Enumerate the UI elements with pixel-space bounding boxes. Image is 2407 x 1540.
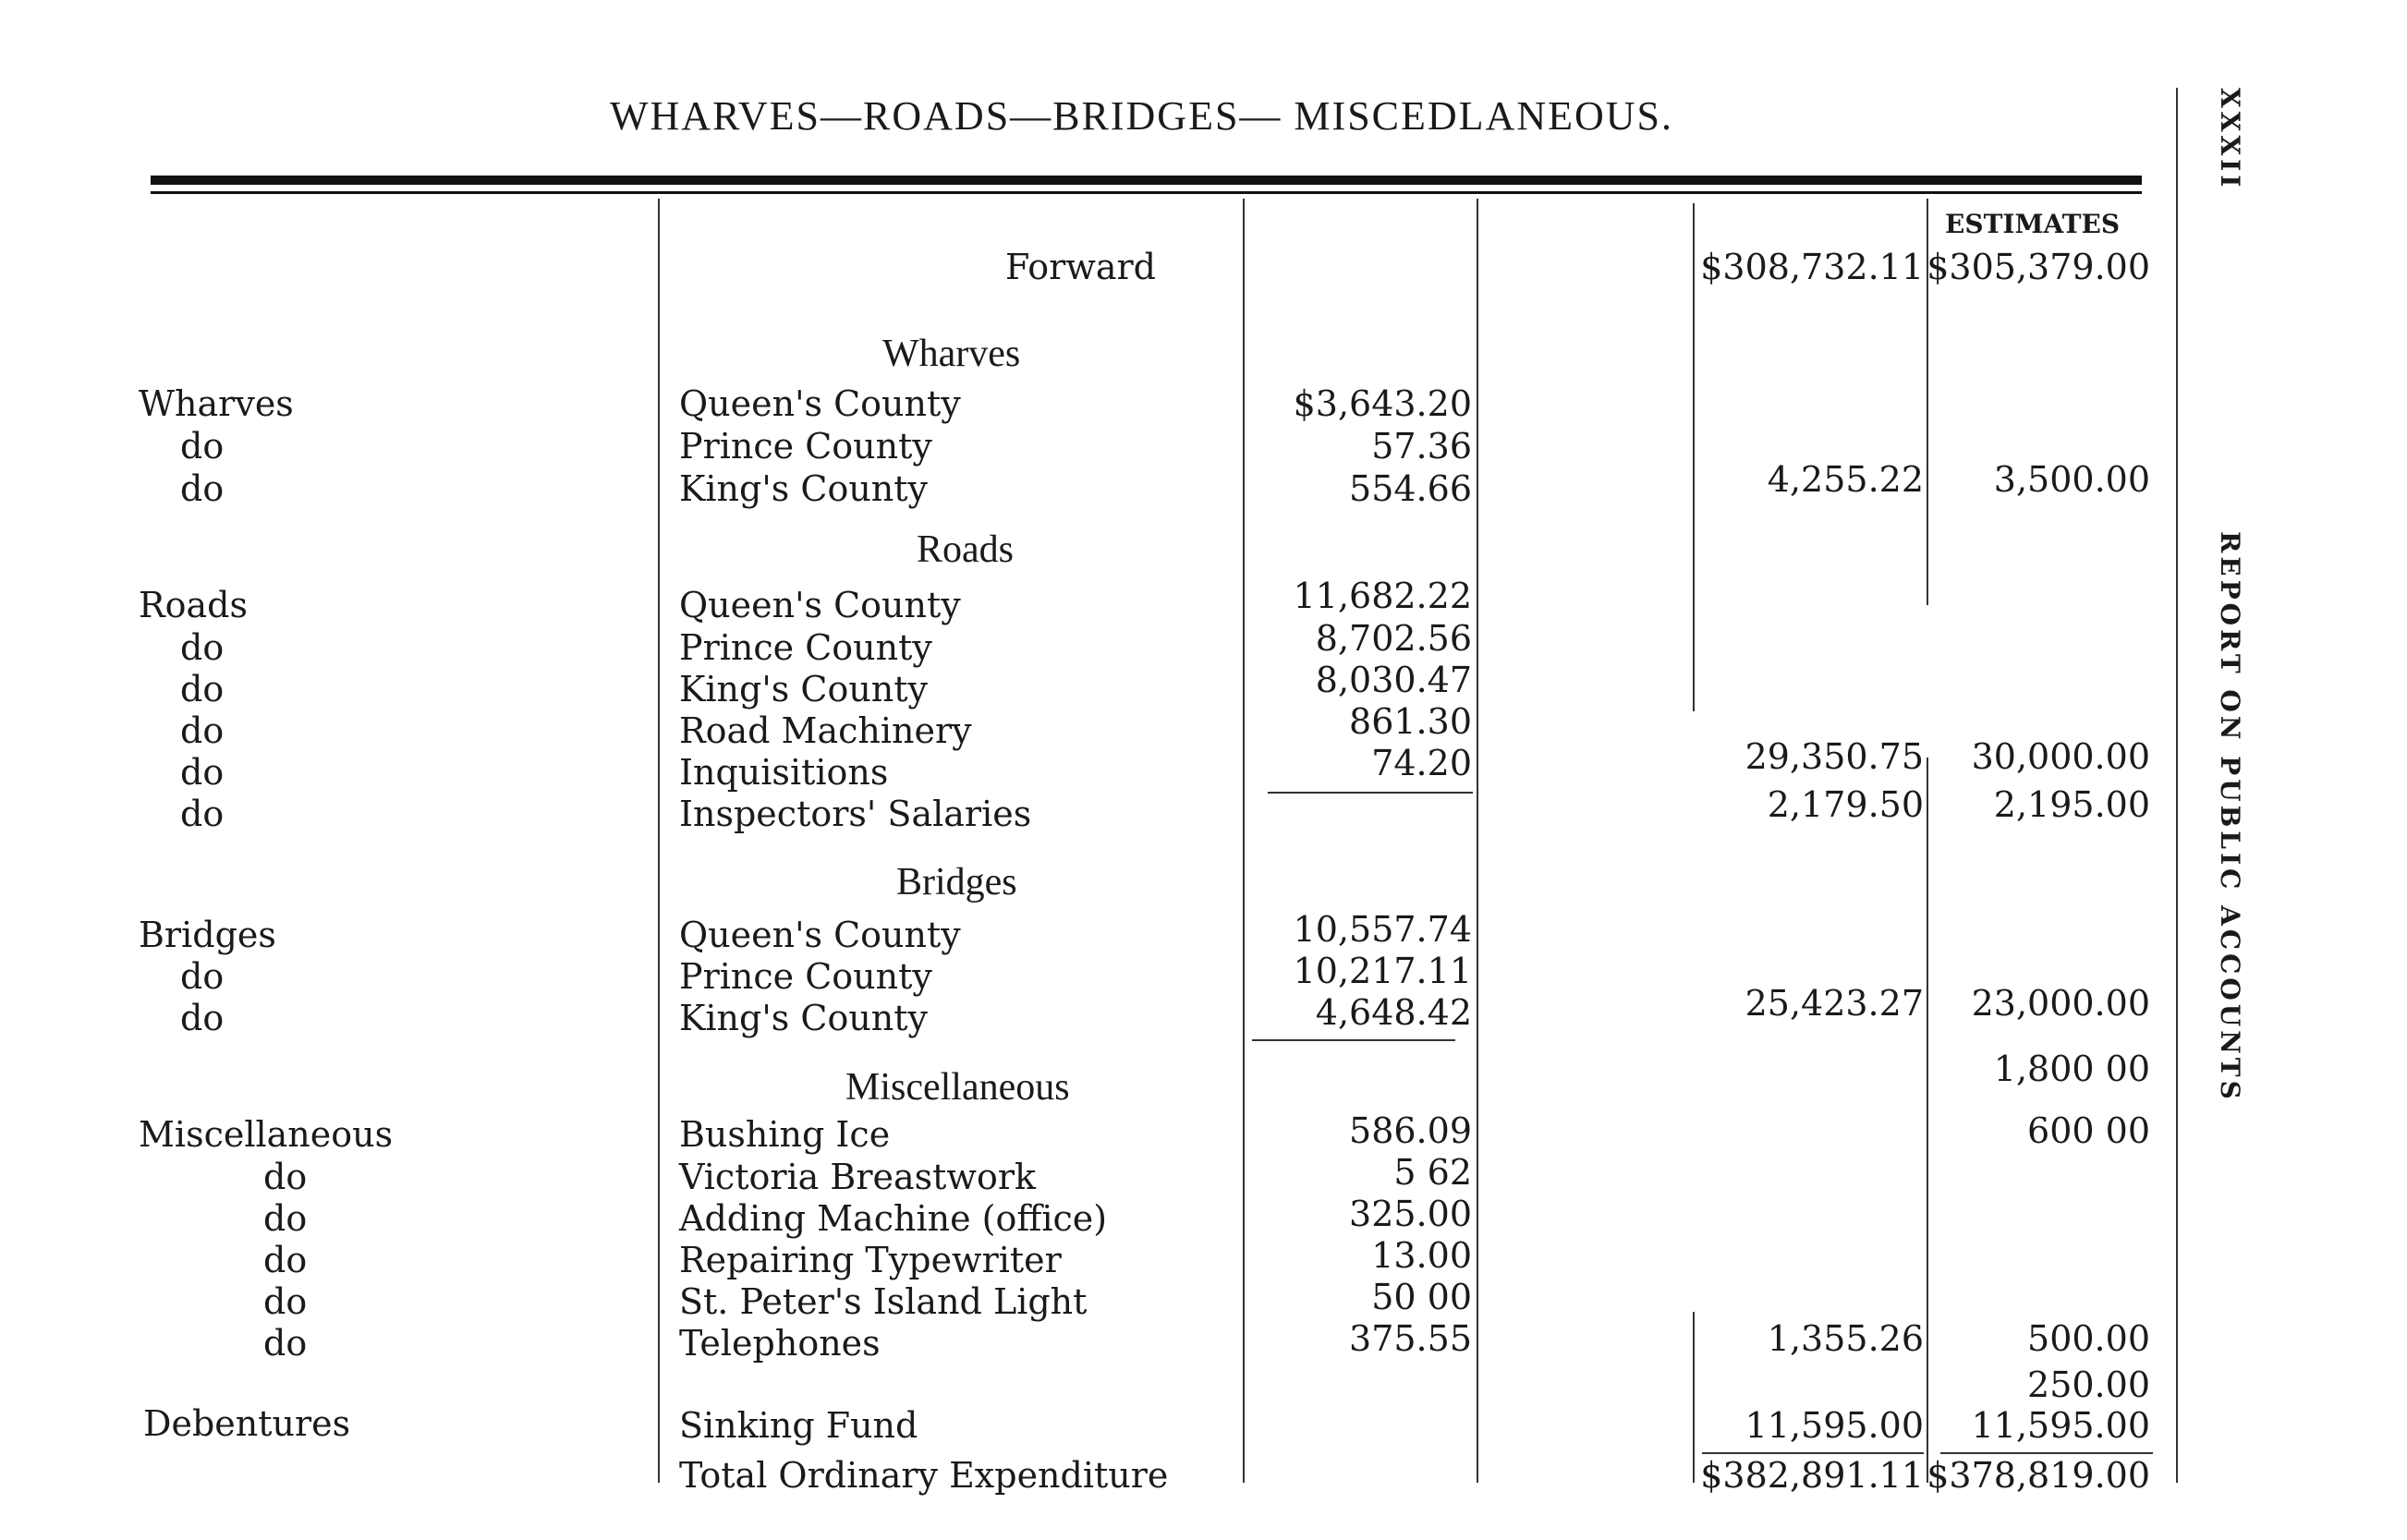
item-amount: 50 00: [1371, 1277, 1472, 1317]
section-total: 25,423.27: [1744, 983, 1924, 1024]
item-label: Inquisitions: [679, 752, 889, 793]
category-label: do: [263, 1240, 308, 1280]
item-estimate: 600 00: [2027, 1110, 2150, 1151]
right-margin-rule: [2176, 88, 2178, 1483]
item-label: Queen's County: [679, 585, 961, 625]
grand-total-estimate: $378,819.00: [1927, 1455, 2150, 1496]
item-amount: 554.66: [1349, 468, 1472, 509]
salaries-total: 2,179.50: [1767, 784, 1924, 825]
page-title: WHARVES—ROADS—BRIDGES— MISCEDLANEOUS.: [610, 93, 1673, 139]
item-amount: 10,217.11: [1293, 951, 1472, 991]
forward-label: Forward: [1005, 247, 1157, 287]
grand-total-label: Total Ordinary Expenditure: [679, 1455, 1169, 1496]
subtotal-rule: [1268, 792, 1473, 794]
item-label: Adding Machine (office): [679, 1198, 1108, 1239]
item-label: Repairing Typewriter: [679, 1240, 1062, 1280]
category-label: do: [180, 468, 225, 509]
page-number: XXXII: [2215, 88, 2245, 191]
item-amount: 11,682.22: [1293, 576, 1472, 616]
category-label: do: [263, 1281, 308, 1322]
item-label: Road Machinery: [679, 710, 972, 751]
item-label: Telephones: [679, 1323, 881, 1364]
section-heading-bridges: Bridges: [896, 861, 1017, 903]
item-label: Bushing Ice: [679, 1114, 891, 1155]
section-heading-misc: Miscellaneous: [845, 1066, 1070, 1109]
column-rule-amount: [1243, 199, 1245, 1483]
item-label: Queen's County: [679, 383, 961, 424]
section-estimate: 30,000.00: [1971, 736, 2150, 777]
category-label: do: [180, 752, 225, 793]
grand-total-rule: [1940, 1452, 2153, 1454]
item-amount: 4,648.42: [1315, 992, 1472, 1033]
grand-total-rule: [1702, 1452, 1924, 1454]
item-amount: 57.36: [1371, 426, 1472, 467]
item-label: Sinking Fund: [679, 1405, 918, 1446]
item-label: Prince County: [679, 426, 932, 467]
column-rule-total-lower: [1693, 1312, 1695, 1483]
section-heading-wharves: Wharves: [882, 333, 1021, 375]
item-label: Inspectors' Salaries: [679, 794, 1032, 834]
category-label: do: [180, 627, 225, 668]
item-amount: 325.00: [1349, 1194, 1472, 1234]
forward-estimate: $305,379.00: [1927, 247, 2150, 287]
item-amount: 586.09: [1349, 1110, 1472, 1151]
subtotal-rule: [1252, 1039, 1455, 1041]
header-rule-thick: [151, 176, 2142, 185]
section-estimate: 23,000.00: [1971, 983, 2150, 1024]
running-head: REPORT ON PUBLIC ACCOUNTS: [2215, 531, 2245, 1103]
debentures-total: 11,595.00: [1744, 1405, 1924, 1446]
item-amount: 13.00: [1371, 1235, 1472, 1276]
column-rule-total-upper: [1693, 203, 1695, 711]
item-amount: 10,557.74: [1293, 909, 1472, 950]
item-amount: 8,030.47: [1315, 660, 1472, 700]
item-label: St. Peter's Island Light: [679, 1281, 1088, 1322]
section-total: 29,350.75: [1744, 736, 1924, 777]
section-heading-roads: Roads: [917, 528, 1014, 571]
category-label: do: [180, 794, 225, 834]
section-total: 1,355.26: [1767, 1318, 1924, 1359]
grand-total-expenditure: $382,891.11: [1700, 1455, 1924, 1496]
item-amount: 375.55: [1349, 1318, 1472, 1359]
section-total: 4,255.22: [1767, 459, 1924, 500]
category-label: do: [263, 1198, 308, 1239]
category-label: Miscellaneous: [139, 1114, 394, 1155]
category-label: Wharves: [139, 383, 294, 424]
item-amount: $3,643.20: [1293, 383, 1472, 424]
item-label: Prince County: [679, 956, 932, 997]
category-label: do: [180, 426, 225, 467]
debentures-estimate: 11,595.00: [1971, 1405, 2150, 1446]
salaries-estimate: 2,195.00: [1993, 784, 2150, 825]
forward-expenditure: $308,732.11: [1700, 247, 1924, 287]
header-rule-thin: [151, 191, 2142, 194]
item-label: Queen's County: [679, 915, 961, 955]
item-amount: 5 62: [1393, 1152, 1472, 1193]
misc-heading-estimate: 1,800 00: [1993, 1049, 2150, 1089]
item-amount: 861.30: [1349, 701, 1472, 742]
item-label: King's County: [679, 669, 929, 709]
category-label: Bridges: [139, 915, 276, 955]
category-label: do: [180, 956, 225, 997]
item-label: King's County: [679, 468, 929, 509]
item-amount: 8,702.56: [1315, 618, 1472, 659]
category-label: Debentures: [143, 1403, 351, 1444]
column-rule-item: [658, 199, 660, 1483]
item-label: Victoria Breastwork: [679, 1157, 1037, 1197]
item-estimate: 500.00: [2027, 1318, 2150, 1359]
item-label: King's County: [679, 998, 929, 1038]
column-rule-estimate-lower: [1927, 758, 1928, 1483]
category-label: do: [180, 710, 225, 751]
item-amount: 74.20: [1371, 743, 1472, 783]
category-label: do: [263, 1157, 308, 1197]
category-label: do: [263, 1323, 308, 1364]
category-label: do: [180, 998, 225, 1038]
misc-extra-estimate: 250.00: [2027, 1364, 2150, 1405]
section-estimate: 3,500.00: [1993, 459, 2150, 500]
estimates-header: ESTIMATES: [1945, 209, 2121, 239]
item-label: Prince County: [679, 627, 932, 668]
column-rule-amount-right: [1477, 199, 1478, 1483]
category-label: Roads: [139, 585, 248, 625]
category-label: do: [180, 669, 225, 709]
